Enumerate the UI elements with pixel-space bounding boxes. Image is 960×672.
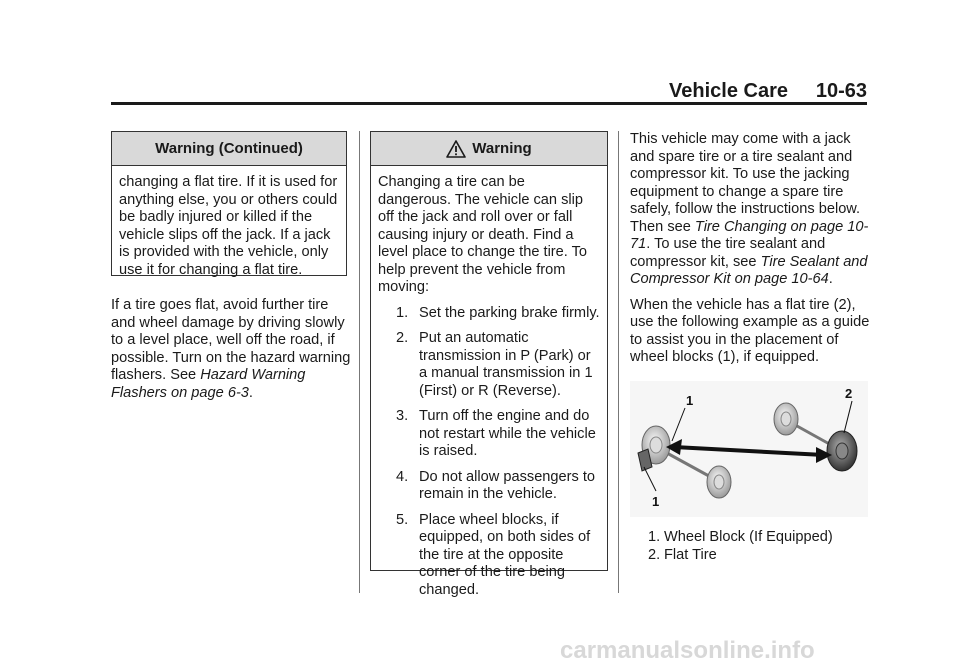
warning-intro: Changing a tire can be dangerous. The vehicle can slip off the jack and roll over or fall causing injury or death. Find a level place to change the tire. To help prevent the vehicle from moving: bbox=[378, 174, 588, 295]
step-item: 3. Turn off the engine and do not restart while the vehicle is raised. bbox=[396, 408, 596, 459]
header-rule bbox=[111, 102, 867, 105]
callout-label: 1 bbox=[686, 393, 694, 408]
sealant-kit-link[interactable]: Tire Sealant and Compressor Kit on page 10-64 bbox=[630, 253, 868, 287]
figure-legend bbox=[648, 528, 833, 564]
column-divider-2 bbox=[618, 131, 619, 593]
warning-triangle-icon bbox=[446, 140, 466, 158]
warning-continued-body: changing a flat tire. If it is used for anything else, you or others could be badly injured or killed if the vehicle slips off the jack. If a jack is provided with the vehicle, only use it for changing a flat tire. bbox=[119, 174, 338, 278]
warning-continued-box bbox=[111, 131, 347, 276]
step-item: 1. Set the parking brake firmly. bbox=[396, 304, 600, 321]
page-number: 10-63 bbox=[815, 80, 867, 102]
right-column-text bbox=[630, 131, 870, 375]
warning-box bbox=[370, 131, 608, 598]
column-divider-1 bbox=[359, 131, 360, 593]
left-paragraph: If a tire goes flat, avoid further tire and wheel damage by driving slowly to a level place, well off the road, if possible. Turn on the hazard warning flashers. See Hazard Warning Flashers on page 6-3. bbox=[111, 297, 351, 401]
warning-steps bbox=[378, 305, 600, 600]
step-item: 4. Do not allow passengers to remain in the vehicle. bbox=[396, 468, 596, 502]
step-item: 5. Place wheel blocks, if equipped, on both sides of the tire at the opposite corner of the tire being changed. bbox=[396, 511, 591, 598]
wheel-block-diagram bbox=[630, 381, 868, 517]
step-item: 2. Put an automatic transmission in P (Park) or a manual transmission in 1 (First) or R (Reverse). bbox=[396, 330, 593, 399]
footer-watermark: carmanualsonline.info bbox=[560, 637, 815, 664]
warning-header bbox=[371, 132, 607, 166]
flat-tire-paragraph: When the vehicle has a flat tire (2), use the following example as a guide to assist you in the placement of wheel blocks (1), if equipped. bbox=[630, 296, 870, 365]
callout-label: 1 bbox=[652, 494, 660, 509]
warning-title: Warning bbox=[472, 139, 532, 157]
hazard-flashers-link[interactable]: Hazard Warning Flashers on page 6-3 bbox=[111, 367, 306, 401]
tire-changing-link[interactable]: Tire Changing on page 10-71 bbox=[630, 218, 869, 252]
section-title: Vehicle Care bbox=[669, 80, 788, 102]
jack-info-paragraph: This vehicle may come with a jack and spare tire or a tire sealant and compressor kit. To use the jacking equipment to change a spare tire safely, follow the instructions below. Then see Tire Changing on page 10-71. To use the tire sealant and compressor kit, see Tire Sealant and Compressor Kit on page 10-64. bbox=[630, 131, 869, 287]
legend-item: 1. Wheel Block (If Equipped) bbox=[648, 529, 833, 545]
callout-label: 2 bbox=[845, 386, 853, 401]
warning-continued-title: Warning (Continued) bbox=[112, 132, 346, 166]
legend-item: 2. Flat Tire bbox=[648, 547, 717, 563]
